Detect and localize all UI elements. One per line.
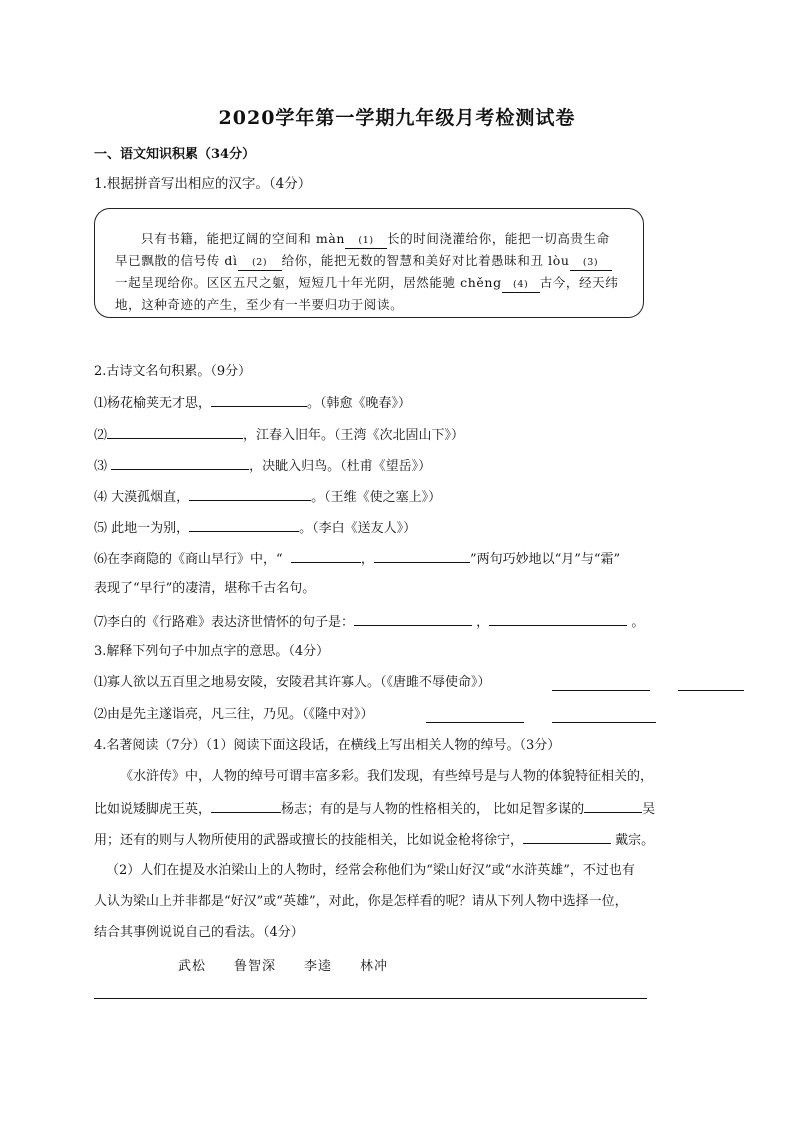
q2-line-2	[94, 424, 464, 446]
passage-text: 给你，能把无数的智慧和美好对比着愚昧和丑 lòu	[281, 253, 570, 268]
line-text: 用；还有的则与人物所使用的武器或擅长的技能相关，比如说金枪将徐宁，	[94, 833, 524, 848]
line-text: ，	[360, 552, 374, 567]
blank-3[interactable]: (3)	[570, 256, 612, 271]
line-text: 。	[631, 615, 645, 630]
answer-blank[interactable]	[552, 676, 650, 691]
passage-text: 古今，经天纬	[539, 275, 619, 290]
passage-line	[115, 274, 618, 293]
line-text: ，决眦入归鸟。（杜甫《望岳》）	[249, 459, 432, 474]
line-text: ⑴寡人欲以五百里之地易安陵，安陵君其许寡人。（《唐雎不辱使命》）	[94, 675, 491, 690]
q3-stem: 3.解释下列句子中加点字的意思。（4分）	[94, 644, 330, 659]
q2-line-6	[94, 548, 620, 570]
exam-title: 2020学年第一学期九年级月考检测试卷	[218, 107, 576, 129]
line-text: ⑶	[94, 459, 108, 474]
answer-line[interactable]	[94, 998, 647, 999]
line-text: 戴宗。	[611, 833, 655, 848]
q4-paragraph: （2）人们在提及水泊梁山上的人物时，经常会称他们为“梁山好汉”或“水浒英雄”，不过也有	[106, 863, 635, 878]
answer-blank[interactable]	[111, 455, 249, 470]
line-text: ，	[476, 615, 490, 630]
line-text: ⑵由是先主遂诣亮，凡三往，乃见。（《隆中对》）	[94, 707, 374, 722]
answer-blank[interactable]	[107, 424, 243, 439]
q2-line-4	[94, 486, 441, 508]
passage-text: 只有书籍，能把辽阔的空间和 màn	[141, 231, 346, 246]
section-heading: 一、语文知识积累（34分）	[94, 147, 256, 162]
pinyin-passage-box	[94, 208, 644, 318]
passage-text: 长的时间浇灌给你，能把一切高贵生命	[387, 231, 610, 246]
line-text: 吴	[642, 802, 656, 817]
passage-line: 地，这种奇迹的产生，至少有一半要归功于阅读。	[115, 297, 404, 312]
q4-paragraph	[94, 798, 655, 820]
blank-1[interactable]: (1)	[345, 234, 387, 249]
answer-blank[interactable]	[291, 548, 361, 563]
answer-blank[interactable]	[678, 676, 744, 691]
line-text: ⑺李白的《行路难》表达济世情怀的句子是：	[94, 615, 355, 630]
q2-line-5	[94, 517, 416, 539]
line-text: ⑹在李商隐的《商山早行》中，“	[94, 552, 283, 567]
answer-blank[interactable]	[211, 798, 281, 813]
character-option: 鲁智深	[234, 959, 277, 974]
q2-line-7	[94, 611, 644, 633]
q4-paragraph: 结合其事例说说自己的看法。（4分）	[94, 925, 304, 940]
q2-stem: 2.古诗文名句积累。（9分）	[94, 364, 252, 379]
q4-stem: 4.名著阅读（7分）（1）阅读下面这段话，在横线上写出相关人物的绰号。（3分）	[94, 738, 561, 753]
line-text: ⑴杨花榆荚无才思，	[94, 396, 212, 411]
passage-line	[141, 230, 610, 249]
character-option: 李逵	[304, 959, 333, 974]
answer-blank[interactable]	[552, 708, 656, 723]
passage-text: 早已飘散的信号传 dì	[115, 253, 238, 268]
answer-blank[interactable]	[211, 392, 307, 407]
answer-blank[interactable]	[426, 708, 524, 723]
answer-blank[interactable]	[189, 517, 299, 532]
line-text: 比如说矮脚虎王英，	[94, 802, 212, 817]
blank-4[interactable]: (4)	[502, 278, 540, 293]
passage-text: 一起呈现给你。区区五尺之躯，短短几十年光阴，居然能驰 chěng	[115, 275, 502, 290]
answer-blank[interactable]	[374, 548, 470, 563]
character-options	[178, 955, 416, 974]
blank-2[interactable]: (2)	[238, 256, 282, 271]
answer-blank[interactable]	[489, 611, 627, 626]
line-text: 。（李白《送友人》）	[299, 521, 417, 536]
line-text: 。（王维《使之塞上》）	[311, 490, 442, 505]
q2-line-6-cont: 表现了“早行”的凄清，堪称千古名句。	[94, 581, 316, 596]
character-option: 林冲	[360, 959, 389, 974]
passage-line	[115, 252, 612, 271]
line-text: 。（韩愈《晚春》）	[307, 396, 412, 411]
q4-paragraph: 人认为梁山上并非都是“好汉”或“英雄”，对此，你是怎样看的呢？请从下列人物中选择一位，	[94, 894, 628, 909]
q3-line-2	[94, 705, 374, 725]
line-text: ⑵	[94, 428, 108, 443]
answer-blank[interactable]	[189, 486, 311, 501]
q2-line-1	[94, 392, 411, 414]
answer-blank[interactable]	[523, 829, 611, 844]
character-option: 武松	[178, 959, 207, 974]
q4-paragraph: 《水浒传》中，人物的绰号可谓丰富多彩。我们发现，有些绰号是与人物的体貌特征相关的，	[120, 769, 654, 784]
line-text: 杨志；有的是与人物的性格相关的， 比如足智多谋的	[281, 802, 585, 817]
line-text: ”两句巧妙地以“月”与“霜”	[469, 552, 621, 567]
answer-blank[interactable]	[584, 798, 642, 813]
q3-line-1	[94, 673, 491, 693]
q4-paragraph	[94, 829, 654, 851]
line-text: ⑸ 此地一为别，	[94, 521, 190, 536]
line-text: ，江春入旧年。（王湾《次北固山下》）	[243, 428, 465, 443]
line-text: ⑷ 大漠孤烟直，	[94, 490, 190, 505]
q2-line-3	[94, 455, 431, 477]
answer-blank[interactable]	[354, 611, 472, 626]
q1-stem: 1.根据拼音写出相应的汉字。（4分）	[94, 176, 312, 192]
